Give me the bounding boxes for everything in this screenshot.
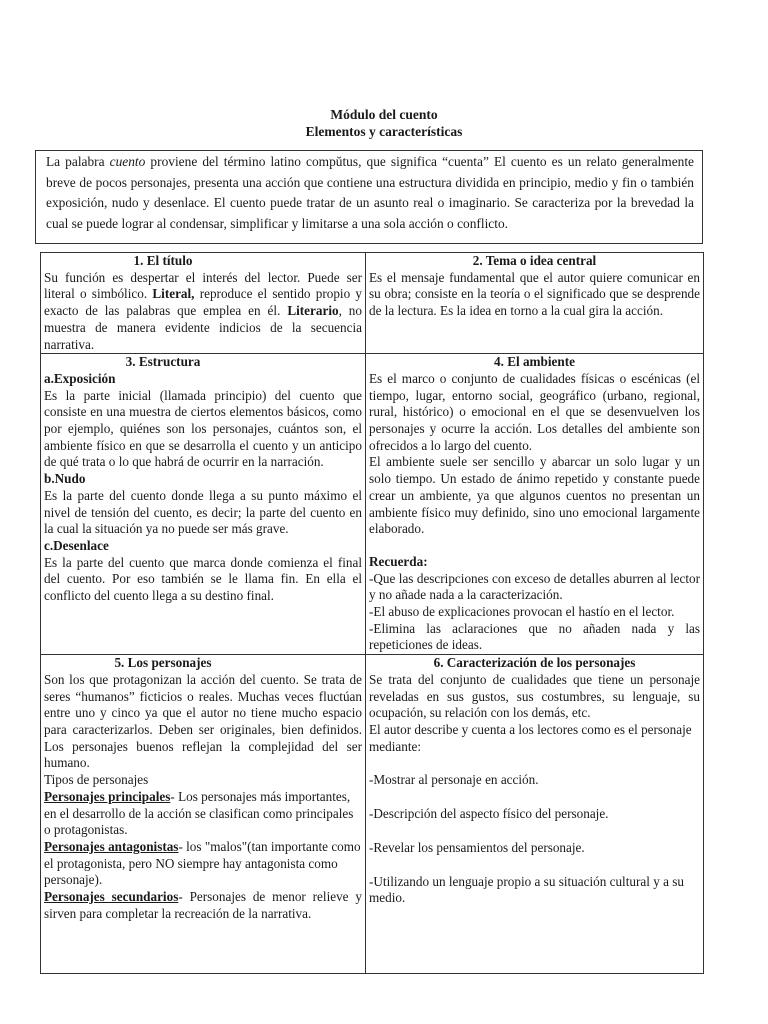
antagonistas-label: Personajes antagonistas bbox=[44, 838, 179, 854]
list-item: -Descripción del aspecto físico del personaje. bbox=[369, 806, 609, 822]
titulo-text-3: , no muestra de manera evidente indicios de la secuencia narrativa. bbox=[44, 303, 362, 352]
table-row bbox=[41, 354, 704, 655]
table-row bbox=[41, 655, 704, 974]
elements-table bbox=[40, 252, 704, 974]
page-title: Módulo del cuento bbox=[330, 107, 438, 122]
list-item: -Utilizando un lenguaje propio a su situación cultural y a su medio. bbox=[369, 873, 684, 906]
section-caracterizacion bbox=[366, 655, 704, 974]
section-personajes bbox=[41, 655, 366, 974]
secundarios-body: - Personajes de menor relieve y sirven para completar la recreación de la narrativa. bbox=[44, 889, 362, 921]
desenlace-label: c.Desenlace bbox=[44, 537, 109, 553]
section-heading: 1. El título bbox=[133, 253, 193, 268]
antagonistas-body: - los "malos"(tan importante como el protagonista, pero NO siempre hay antagonista como personaje). bbox=[44, 838, 361, 888]
list-item: -Mostrar al personaje en acción. bbox=[369, 772, 539, 788]
tip-item: -Elimina las aclaraciones que no añaden nada y las repeticiones de ideas. bbox=[369, 620, 700, 653]
nudo-body: Es la parte del cuento donde llega a su punto máximo el nivel de tensión del cuento, es decir; la parte del cuento en la cual la situación ya no puede ser más grave. bbox=[44, 487, 362, 537]
document-header bbox=[0, 106, 768, 140]
desenlace-body: Es la parte del cuento que marca donde comienza el final del cuento. Por eso también se le llama fin. En ella el conflicto del cuento llega a su destino final. bbox=[44, 554, 362, 604]
ambiente-body: Es el marco o conjunto de cualidades físicas o escénicas (el tiempo, lugar, entorno social, geográfico (urbano, regional, rural, histórico) o emocional en el que se desenvuelven los personajes y ocurre la acción. Los detalles del ambiente son ofrecidos a lo largo del cuento. bbox=[369, 370, 700, 453]
section-body: Es el mensaje fundamental que el autor quiere comunicar en su obra; consiste en la teoría o el significado que se desprende de la lectura. Es la idea en torno a la cual gira la acción. bbox=[369, 269, 700, 319]
literario-label: Literario bbox=[287, 303, 339, 319]
principales-label: Personajes principales bbox=[44, 788, 171, 804]
section-estructura bbox=[41, 354, 366, 655]
table-row bbox=[41, 253, 704, 354]
tipos-label: Tipos de personajes bbox=[44, 772, 149, 788]
section-tema bbox=[366, 253, 704, 354]
page-subtitle: Elementos y características bbox=[305, 124, 463, 139]
caracterizacion-body-2: El autor describe y cuenta a los lectores como es el personaje mediante: bbox=[369, 721, 692, 754]
principales-body: - Los personajes más importantes, en el desarrollo de la acción se clasifican como principales o protagonistas. bbox=[44, 788, 354, 838]
intro-word-cuento: cuento bbox=[109, 154, 146, 169]
list-item: -Revelar los pensamientos del personaje. bbox=[369, 839, 585, 855]
nudo-label: b.Nudo bbox=[44, 471, 86, 487]
titulo-text-1: Su función es despertar el interés del lector. Puede ser literal o simbólico. bbox=[44, 269, 362, 302]
spacer bbox=[369, 823, 700, 840]
spacer bbox=[369, 755, 700, 772]
intro-text-rest: proviene del término latino compŭtus, que significa “cuenta” El cuento es un relato generalmente breve de pocos personajes, presenta una acción que contiene una estructura dividida en principio, medio y fin o también exposición, nudo y desenlace. El cuento puede tratar de un asunto real o imaginario. Se caracteriza por la brevedad la cual se puede lograr al condensar, simplificar y limitarse a una sola acción o conflicto. bbox=[46, 154, 695, 231]
caracterizacion-body: Se trata del conjunto de cualidades que tiene un personaje reveladas en sus gustos, sus costumbres, su lenguaje, su ocupación, su relación con los demás, etc. bbox=[369, 671, 700, 721]
titulo-text-2: reproduce el sentido propio y exacto de las palabras que emplea en él. bbox=[44, 286, 362, 319]
personajes-body: Son los que protagonizan la acción del cuento. Se trata de seres “humanos” ficticios o reales. Muchas veces fluctúan entre uno y cinco ya que el autor no tiene mucho espacio para caracterizarlos. Deben ser originales, bien definidos. Los personajes buenos reflejan la complejidad del ser humano. bbox=[44, 671, 362, 771]
section-heading: 5. Los personajes bbox=[114, 655, 212, 671]
spacer bbox=[369, 789, 700, 806]
exposicion-label: a.Exposición bbox=[44, 370, 116, 386]
section-heading: 3. Estructura bbox=[125, 354, 201, 370]
section-heading: 2. Tema o idea central bbox=[472, 253, 597, 268]
ambiente-body-2: El ambiente suele ser sencillo y abarcar un solo lugar y un solo tiempo. Un estado de ánimo repetido y constante puede crear un ambiente, ya que algunos cuentos no presentan un ambiente físico muy definido, sino uno emocional largamente elaborado. bbox=[369, 454, 700, 537]
section-heading: 6. Caracterización de los personajes bbox=[433, 655, 636, 671]
exposicion-body: Es la parte inicial (llamada principio) del cuento que consiste en una muestra de ciertos elementos básicos, como por ejemplo, quiénes son los personajes, cuántos son, el ambiente físico en que se desarrolla el cuento y un anticipo de qué trata o lo que habrá de ocurrir en la narración. bbox=[44, 387, 362, 470]
intro-text-start: La palabra bbox=[46, 154, 110, 169]
spacer bbox=[369, 857, 700, 874]
tip-item: -Que las descripciones con exceso de detalles aburren al lector y no añade nada a la caracterización. bbox=[369, 570, 700, 603]
spacer bbox=[369, 538, 700, 554]
secundarios-label: Personajes secundarios bbox=[44, 889, 179, 905]
antagonistas-entry bbox=[44, 839, 362, 889]
section-ambiente bbox=[366, 354, 704, 655]
recuerda-label: Recuerda: bbox=[369, 553, 428, 569]
section-titulo bbox=[41, 253, 366, 354]
literal-label: Literal, bbox=[152, 286, 195, 302]
tip-item: -El abuso de explicaciones provocan el hastío en el lector. bbox=[369, 604, 675, 620]
secundarios-entry bbox=[44, 889, 362, 922]
section-heading: 4. El ambiente bbox=[494, 354, 575, 370]
principales-entry bbox=[44, 789, 362, 839]
intro-box bbox=[35, 150, 703, 244]
section-body bbox=[44, 270, 362, 354]
